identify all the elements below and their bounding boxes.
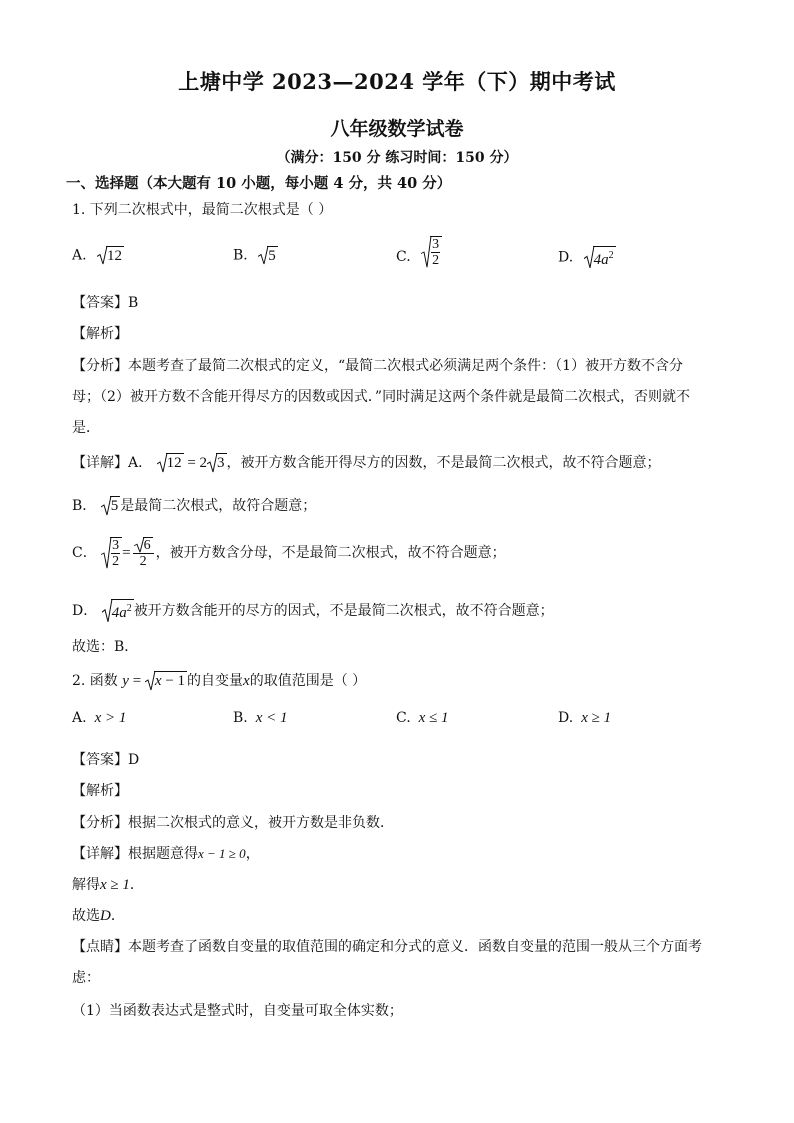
q1-analysis-label: 【解析】 (72, 326, 128, 342)
radical-sign-icon (207, 453, 218, 473)
question-2-stem: 2. 函数 y = x − 1 的自变量x的取值范围是（ ） (72, 673, 367, 689)
q1-option-b (233, 246, 278, 265)
option-letter: D. (558, 249, 574, 266)
q2-solve: 解得x ≥ 1． (72, 877, 144, 893)
q1-detail-a: 【详解】A． 12 = 2 3 ，被开方数含能开得尽方的因数，不是最简二次根式，故不符合题意； (72, 455, 661, 471)
q1-fenxi-line2: 母；（2）被开方数不含能开得尽方的因数或因式．”同时满足这两个条件就是最简二次根式，否则就不 (72, 389, 691, 405)
q1-option-d (558, 246, 616, 269)
option-letter: A. (72, 247, 87, 264)
option-letter: B. (233, 247, 248, 264)
q2-fenxi: 【分析】根据二次根式的意义，被开方数是非负数． (72, 815, 394, 831)
paper-subtitle: 八年级数学试卷 (330, 118, 464, 140)
q1-detail-d: D． $4a^2$ 被开方数含能开的尽方的因式，不是最简二次根式，故不符合题意； (72, 599, 554, 623)
q2-option-d: D. x ≥ 1 (558, 710, 612, 726)
sqrt-expression: 12 (157, 453, 184, 473)
radical-sign-icon (102, 599, 113, 623)
q1-answer: 【答案】B (72, 295, 139, 311)
q2-option-b: B. x < 1 (233, 710, 288, 726)
q2-detail: 【详解】根据题意得x − 1 ≥ 0， (72, 846, 260, 862)
radical-sign-icon (145, 671, 156, 691)
q2-option-c: C. x ≤ 1 (396, 710, 449, 726)
sqrt-fraction: $\frac{3}{2}$ (101, 537, 122, 569)
sqrt-fraction: $\frac{3}{2}$ (421, 236, 442, 268)
q2-conclusion: 故选D． (72, 908, 125, 924)
radical-sign-icon (157, 453, 168, 473)
sqrt-expression: 12 (97, 246, 124, 265)
option-letter: C. (396, 249, 411, 265)
sqrt-expression: 5 (258, 246, 278, 265)
q2-answer: 【答案】D (72, 752, 140, 768)
radical-sign-icon (134, 537, 145, 553)
exam-info: （满分：150 分 练习时间：150 分） (276, 150, 518, 166)
question-1-stem: 1. 下列二次根式中，最简二次根式是（ ） (72, 202, 333, 218)
sqrt-expression: x − 1 (145, 671, 187, 691)
sqrt-expression: $4a^2$ (102, 599, 134, 623)
q2-dianjing-line1: 【点睛】本题考查了函数自变量的取值范围的确定和分式的意义．函数自变量的范围一般从三个方面考 (72, 939, 702, 955)
radical-sign-icon (421, 236, 432, 268)
q2-point-1: （1）当函数表达式是整式时，自变量可取全体实数； (72, 1003, 403, 1019)
q1-fenxi-line1: 【分析】本题考查了最简二次根式的定义，“最简二次根式必须满足两个条件：（1）被开方数不含分 (72, 358, 684, 374)
sqrt-expression: 3 (207, 453, 227, 473)
radical-sign-icon (97, 246, 108, 265)
q2-dianjing-line2: 虑： (72, 970, 100, 986)
sqrt-expression: 5 (101, 496, 121, 516)
q1-detail-b: B． 5 是最简二次根式，故符合题意； (72, 498, 317, 514)
q1-option-a (72, 246, 124, 265)
radical-sign-icon (258, 246, 269, 265)
q2-analysis-label: 【解析】 (72, 783, 128, 799)
radical-sign-icon (101, 537, 112, 569)
radical-sign-icon (101, 496, 112, 516)
section-heading: 一、选择题（本大题有 10 小题，每小题 4 分，共 40 分） (66, 175, 452, 192)
exam-title: 上塘中学 2023—2024 学年（下）期中考试 (178, 69, 616, 94)
q2-option-a: A. x > 1 (72, 710, 127, 726)
sqrt-expression: $4a^2$ (584, 246, 616, 269)
q1-fenxi-line3: 是． (72, 420, 100, 436)
q1-option-c (396, 236, 442, 268)
radical-sign-icon (584, 246, 595, 269)
q1-detail-c: C． $\frac{3}{2}$ = $\frac{6}{2}$ ，被开方数含分母，不是最简二次根式，故不符合题意； (72, 538, 506, 569)
q1-conclusion: 故选：B． (72, 639, 139, 655)
